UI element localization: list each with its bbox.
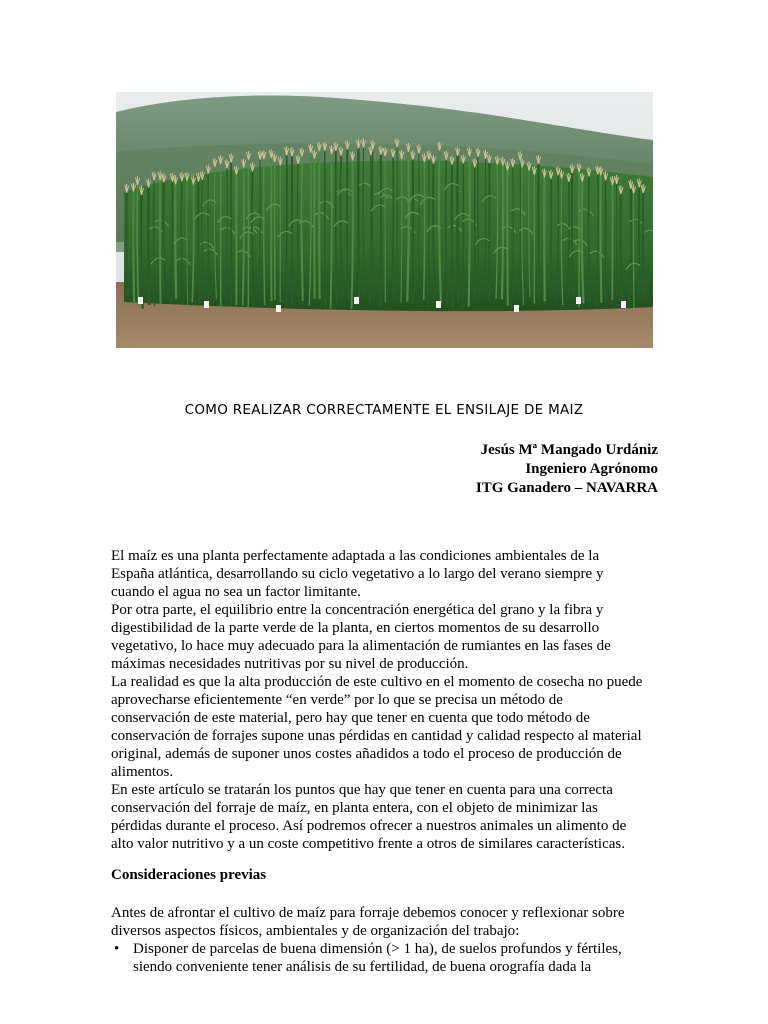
author-name: Jesús Mª Mangado Urdániz	[480, 442, 658, 458]
paragraph-line: El maíz es una planta perfectamente adaptada a las condiciones ambientales de la	[111, 548, 600, 564]
section-heading: Consideraciones previas	[111, 867, 267, 883]
section-body	[111, 904, 671, 976]
section-line: Antes de afrontar el cultivo de maíz para forraje debemos conocer y reflexionar sobre	[111, 905, 625, 921]
bullet-item	[111, 940, 671, 976]
paragraph-line: España atlántica, desarrollando su ciclo vegetativo a lo largo del verano siempre y	[111, 566, 604, 582]
paragraph-line: Por otra parte, el equilibrio entre la concentración energética del grano y la fibra y	[111, 602, 604, 618]
paragraph-line: cuando el agua no sea un factor limitante.	[111, 584, 361, 600]
document-title: COMO REALIZAR CORRECTAMENTE EL ENSILAJE DE MAIZ	[184, 402, 584, 418]
bullet-line: Disponer de parcelas de buena dimensión (> 1 ha), de suelos profundos y fértiles,	[133, 941, 622, 957]
paragraph-line: original, además de suponer unos costes añadidos a todo el proceso de producción de	[111, 746, 622, 762]
paragraph-line: vegetativo, lo hace muy adecuado para la alimentación de rumiantes en las fases de	[111, 638, 611, 654]
paragraph-line: digestibilidad de la parte verde de la planta, en ciertos momentos de su desarrollo	[111, 620, 600, 636]
paragraph-line: alimentos.	[111, 764, 174, 780]
paragraph-line: máximas necesidades nutritivas por su nivel de producción.	[111, 656, 469, 672]
bullet-marker: •	[114, 941, 120, 957]
author-organization: ITG Ganadero – NAVARRA	[475, 480, 658, 496]
paragraph-line: La realidad es que la alta producción de este cultivo en el momento de cosecha no puede	[111, 674, 643, 690]
paragraph-line: pérdidas durante el proceso. Así podremos ofrecer a nuestros animales un alimento de	[111, 818, 627, 834]
author-block	[476, 441, 658, 498]
paragraph-line: En este artículo se tratarán los puntos que hay que tener en cuenta para una correcta	[111, 782, 613, 798]
paragraph-line: conservación de este material, pero hay que tener en cuenta que todo método de	[111, 710, 590, 726]
intro-paragraphs	[111, 547, 671, 853]
paragraph-line: conservación del forraje de maíz, en planta entera, con el objeto de minimizar las	[111, 800, 598, 816]
paragraph-line: aprovecharse eficientemente “en verde” por lo que se precisa un método de	[111, 692, 563, 708]
author-role: Ingeniero Agrónomo	[525, 461, 658, 477]
section-line: diversos aspectos físicos, ambientales y de organización del trabajo:	[111, 923, 520, 939]
cornfield-photo	[116, 92, 653, 348]
paragraph-line: conservación de forrajes supone unas pérdidas en cantidad y calidad respecto al material	[111, 728, 642, 744]
bullet-line: siendo conveniente tener análisis de su fertilidad, de buena orografía dada la	[133, 959, 592, 975]
paragraph-line: alto valor nutritivo y a un coste competitivo frente a otros de similares características.	[111, 836, 625, 852]
